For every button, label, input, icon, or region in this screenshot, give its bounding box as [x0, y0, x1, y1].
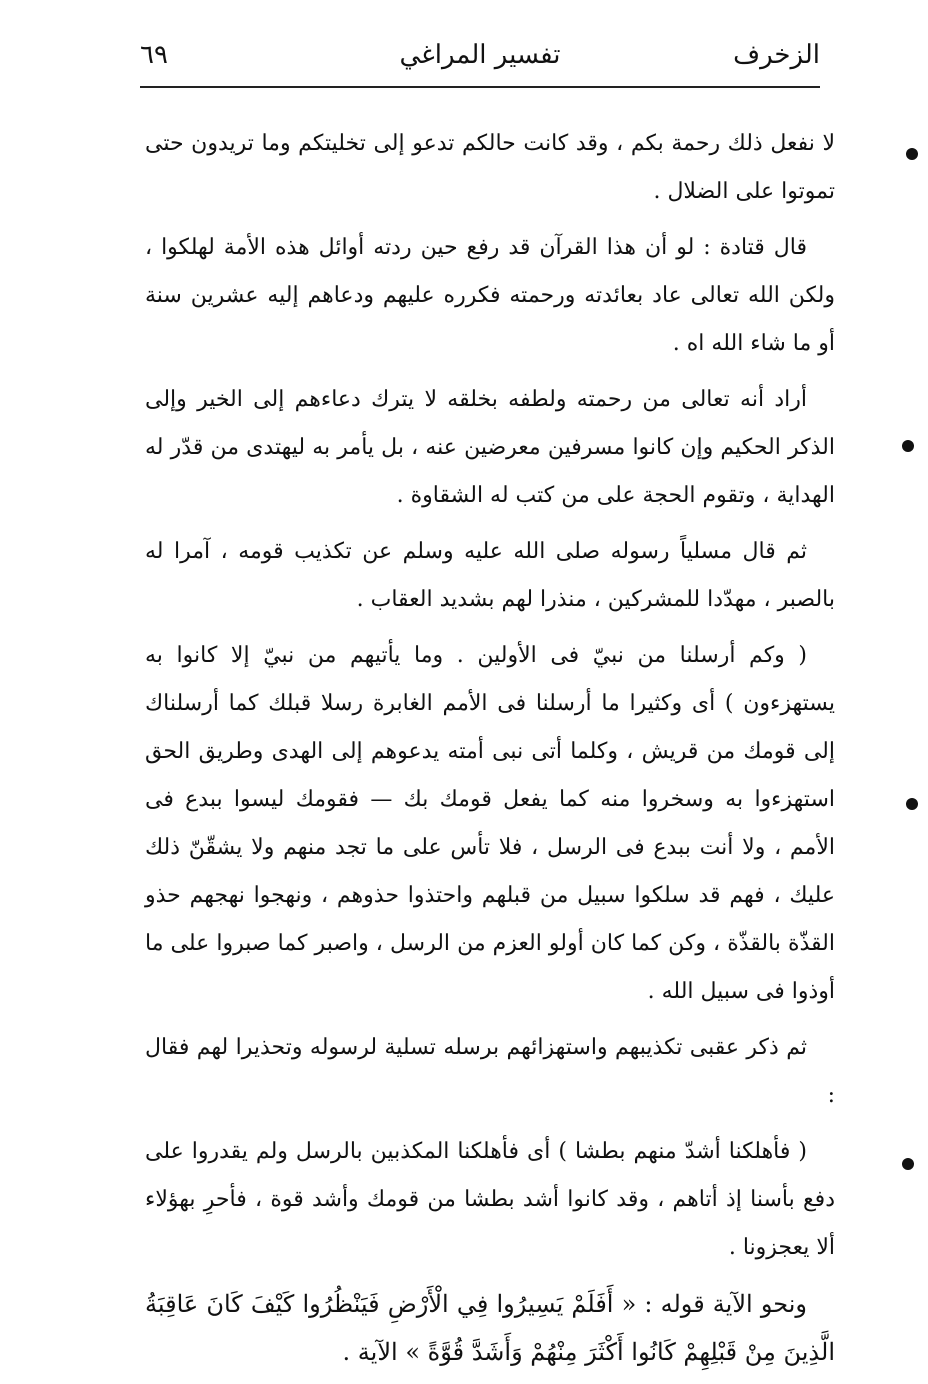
paragraph: ( وكم أرسلنا من نبيّ فى الأولين . وما يأتيهم من نبيّ إلا كانوا به يستهزءون ) أى وكثيرا ما أرسلنا فى الأمم الغابرة رسلا قبلك كما أرسلناك إلى قومك من قريش ، وكلما أتى نبى أمته يدعوهم إلى الهدى وطريق الحق استهزءوا به وسخروا منه كما يفعل قومك بك — فقومك ليسوا ببدع فى الأمم ، ولا أنت ببدع فى الرسل ، فلا تأس على ما تجد منهم ولا يشقّنّ ذلك عليك ، فهم قد سلكوا سبيل من قبلهم واحتذوا حذوهم ، ونهجوا نهجهم حذو القذّة بالقذّة ، وكن كما كان أولو العزم من الرسل ، واصبر كما صبروا على ما أوذوا فى سبيل الله .: [145, 643, 835, 1004]
surah-name: الزخرف: [733, 40, 820, 70]
paragraph: ونحو الآية قوله : « أَفَلَمْ يَسِيرُوا فِي الْأَرْضِ فَيَنْظُرُوا كَيْفَ كَانَ عَاقِبَةُ الَّذِينَ مِنْ قَبْلِهِمْ كَانُوا أَكْثَرَ مِنْهُمْ وَأَشَدَّ قُوَّةً » الآية .: [145, 1290, 835, 1366]
page-number: ٦٩: [140, 40, 168, 70]
scan-mark: [906, 148, 918, 160]
paragraph: ثم قال مسلياً رسوله صلى الله عليه وسلم عن تكذيب قومه ، آمرا له بالصبر ، مهدّدا للمشركين ، منذرا لهم بشديد العقاب .: [145, 539, 835, 612]
paragraph: لا نفعل ذلك رحمة بكم ، وقد كانت حالكم تدعو إلى تخليتكم وما تريدون حتى تموتوا على الضلال .: [145, 131, 835, 204]
paragraph: ( فأهلكنا أشدّ منهم بطشا ) أى فأهلكنا المكذبين بالرسل ولم يقدروا على دفع بأسنا إذ أتاهم ، وقد كانوا أشد بطشا من قومك وأشد قوة ، فأحرِ بهؤلاء ألا يعجزونا .: [145, 1139, 835, 1260]
page-header: [140, 34, 820, 90]
paragraph: ثم ذكر عقبى تكذيبهم واستهزائهم برسله تسلية لرسوله وتحذيرا لهم فقال :: [145, 1035, 835, 1108]
scan-mark: [902, 1158, 914, 1170]
scan-mark: [902, 440, 914, 452]
book-title: تفسير المراغي: [399, 40, 561, 70]
header-rule: [140, 86, 820, 88]
scan-mark: [906, 798, 918, 810]
paragraph: قال قتادة : لو أن هذا القرآن قد رفع حين ردته أوائل هذه الأمة لهلكوا ، ولكن الله تعالى عاد بعائدته ورحمته فكرره عليهم ودعاهم إليه عشرين سنة أو ما شاء الله اه .: [145, 235, 835, 356]
paragraph: أراد أنه تعالى من رحمته ولطفه بخلقه لا يترك دعاءهم إلى الخير وإلى الذكر الحكيم وإن كانوا مسرفين معرضين عنه ، بل يأمر به ليهتدى من قدّر له الهداية ، وتقوم الحجة على من كتب له الشقاوة .: [145, 387, 835, 508]
page-body: [145, 120, 835, 1384]
